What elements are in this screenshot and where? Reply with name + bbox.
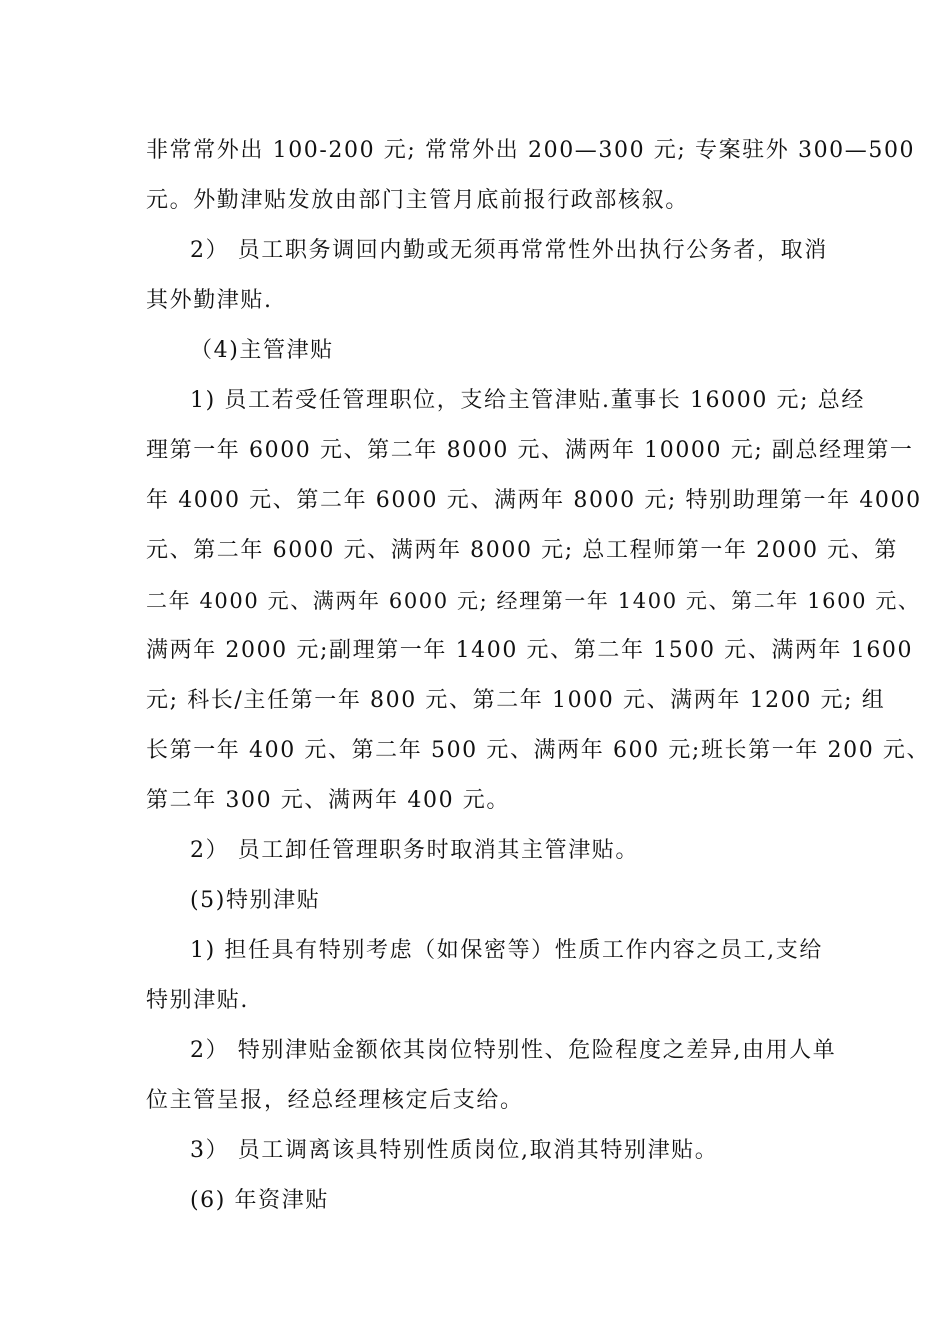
text-line: 满两年 2000 元;副理第一年 1400 元、第二年 1500 元、满两年 1600: [146, 638, 914, 663]
text-line: 元。外勤津贴发放由部门主管月底前报行政部核叙。: [146, 188, 689, 213]
section-heading: (6) 年资津贴: [190, 1188, 329, 1213]
text-line: 2） 特别津贴金额依其岗位特别性、危险程度之差异,由用人单: [190, 1038, 837, 1063]
text-line: 2） 员工职务调回内勤或无须再常常性外出执行公务者，取消: [190, 238, 828, 263]
text-line: 其外勤津贴.: [146, 288, 273, 313]
text-line: 元、第二年 6000 元、满两年 8000 元; 总工程师第一年 2000 元、第: [146, 538, 898, 563]
section-heading: (5)特别津贴: [190, 888, 321, 913]
text-line: 2） 员工卸任管理职务时取消其主管津贴。: [190, 838, 639, 863]
text-line: 第二年 300 元、满两年 400 元。: [146, 788, 510, 813]
text-line: 位主管呈报，经总经理核定后支给。: [146, 1088, 524, 1113]
text-line: 二年 4000 元、满两年 6000 元; 经理第一年 1400 元、第二年 1600 元、: [146, 589, 921, 613]
text-line: 1) 担任具有特别考虑（如保密等）性质工作内容之员工,支给: [190, 938, 823, 963]
text-line: 1) 员工若受任管理职位，支给主管津贴.董事长 16000 元; 总经: [190, 388, 865, 413]
text-line: 非常常外出 100-200 元; 常常外出 200—300 元; 专案驻外 300—500: [146, 138, 916, 163]
text-line: 理第一年 6000 元、第二年 8000 元、满两年 10000 元; 副总经理第一: [146, 438, 914, 463]
text-line: 长第一年 400 元、第二年 500 元、满两年 600 元;班长第一年 200 元、: [146, 738, 931, 763]
text-line: 3） 员工调离该具特别性质岗位,取消其特别津贴。: [190, 1138, 719, 1163]
text-line: 元; 科长/主任第一年 800 元、第二年 1000 元、满两年 1200 元; 组: [146, 688, 886, 713]
text-line: 年 4000 元、第二年 6000 元、满两年 8000 元; 特别助理第一年 4000: [146, 488, 922, 513]
section-heading: （4)主管津贴: [190, 338, 334, 363]
text-line: 特别津贴.: [146, 988, 249, 1013]
